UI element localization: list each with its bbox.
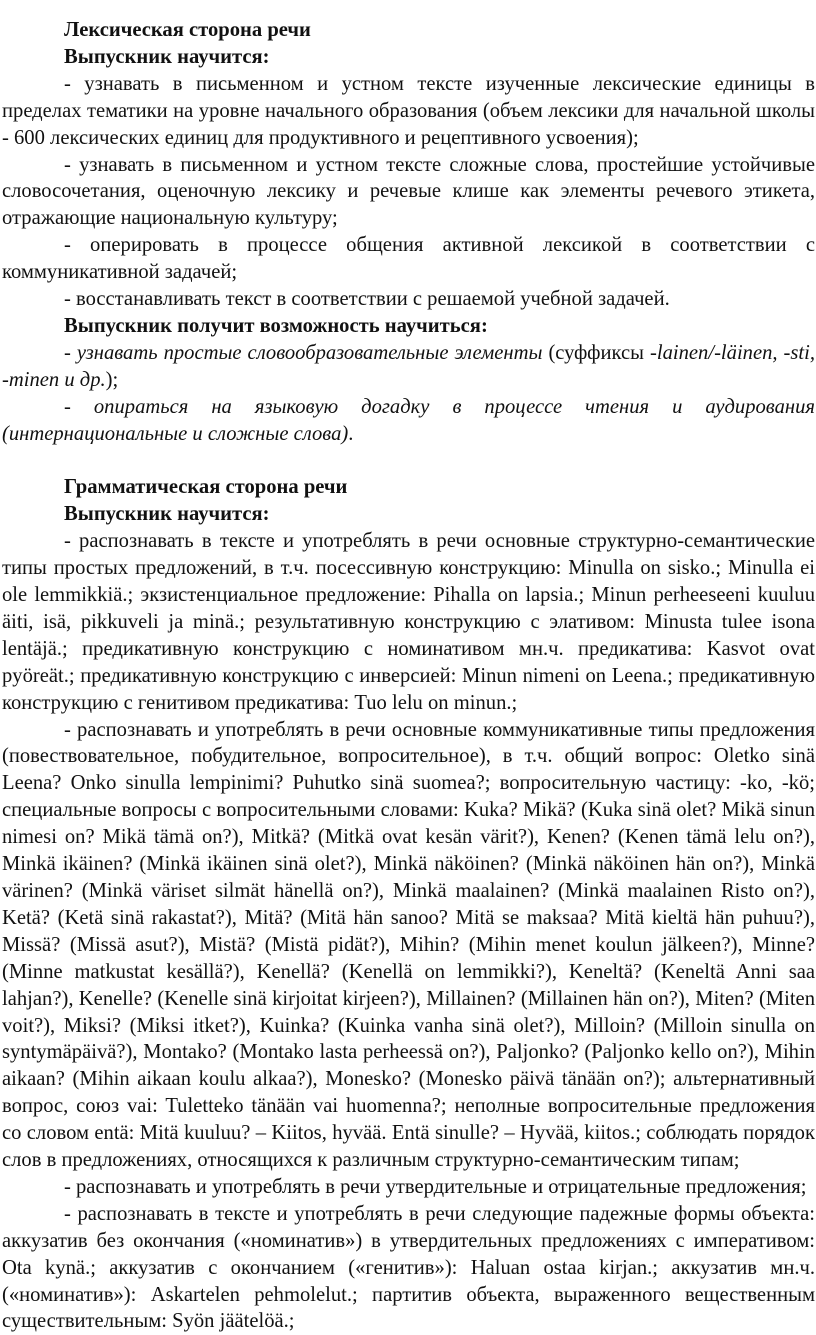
section-heading-lexis: Лексическая сторона речи xyxy=(64,19,311,41)
opportunity-2-text: - опираться на языковую догадку в процессе чтения и аудирования (интернациональные и сложные слова) xyxy=(2,395,815,445)
grammar-item-4: - распознавать в тексте и употреблять в речи следующие падежные формы объекта: аккузатив без окончания («номинатив») в утвердительных предложениях с императивом: Ota kynä.; аккузатив с окончанием («генитив»): Haluan ostaa kirjan.; аккузатив мн.ч. («номинатив»): Askartelen pehmolelut.; партитив объекта, выраженного вещественным существительным: Syön jäätelöä.; xyxy=(2,1202,815,1333)
learns-heading-grammar: Выпускник научится: xyxy=(64,503,270,526)
opportunity-1-close: ); xyxy=(105,368,119,391)
opportunity-1-suffixes: -lainen/-läinen, -sti, -minen и др. xyxy=(2,341,815,391)
lexis-item-1: - узнавать в письменном и устном тексте изученные лексические единицы в пределах тематики на уровне начального образования (объем лексики для начальной школы - 600 лексических единиц для продуктивного и рецептивного усвоения); xyxy=(2,72,815,149)
lexis-item-3: - оперировать в процессе общения активной лексикой в соответствии с коммуникативной задачей; xyxy=(2,234,815,284)
lexis-opportunity-1 xyxy=(2,340,815,394)
section-heading-grammar: Грамматическая сторона речи xyxy=(64,476,348,499)
lexis-item-2: - узнавать в письменном и устном тексте сложные слова, простейшие устойчивые словосочетания, оценочную лексику и речевые клише как элементы речевого этикета, отражающие национальную культуру; xyxy=(2,153,815,230)
opportunity-1-italic: - узнавать простые словообразовательные элементы xyxy=(64,341,543,364)
opportunity-2-end: . xyxy=(348,422,354,445)
learns-heading-lexis: Выпускник научится: xyxy=(64,45,270,68)
opportunity-heading-lexis: Выпускник получит возможность научиться: xyxy=(64,314,488,337)
grammar-item-3: - распознавать и употреблять в речи утвердительные и отрицательные предложения; xyxy=(64,1175,807,1198)
lexis-opportunity-2 xyxy=(2,394,815,448)
grammar-item-2: - распознавать и употреблять в речи основные коммуникативные типы предложения (повествовательное, побудительное, вопросительное), в т.ч. общий вопрос: Oletko sinä Leena? Onko sinulla lempinimi? Puhutko sinä suomea?; вопросительную частицу: -ko, -kö; специальные вопросы с вопросительными словами: Kuka? Mikä? (Kuka sinä olet? Mikä sinun nimesi on? Mikä tämä on?), Mitkä? (Mitkä ovat kesän värit?), Kenen? (Kenen tämä lelu on?), Minkä ikäinen? (Minkä ikäinen sinä olet?), Minkä näköinen? (Minkä näköinen hän on?), Minkä värinen? (Minkä väriset silmät hänellä on?), Minkä maalainen? (Minkä maalainen Risto on?), Ketä? (Ketä sinä rakastat?), Mitä? (Mitä hän sanoo? Mitä se maksaa? Mitä kieltä hän puhuu?), Missä? (Missä asut?), Mistä? (Mistä pidät?), Mihin? (Mihin menet koulun jälkeen?), Minne? (Minne matkustat kesällä?), Kenellä? (Kenellä on lemmikki?), Keneltä? (Keneltä Anni saa lahjan?), Kenelle? (Kenelle sinä kirjoitat kirjeen?), Millainen? (Millainen hän on?), Miten? (Miten voit?), Miksi? (Miksi itket?), Kuinka? (Kuinka vanha sinä olet?), Milloin? (Milloin sinulla on syntymäpäivä?), Montako? (Montako lasta perheessä on?), Paljonko? (Paljonko kello on?), Mihin aikaan? (Mihin aikaan koulu alkaa?), Monesko? (Monesko päivä tänään on?); альтернативный вопрос, союз vai: Tuletteko tänään vai huomenna?; неполные вопросительные предложения со словом entä: Mitä kuuluu? – Kiitos, hyvää. Entä sinulle? – Hyvää, kiitos.; соблюдать порядок слов в предложениях, относящихся к различным структурно-семантическим типам; xyxy=(2,718,815,1172)
opportunity-1-open: (суффиксы xyxy=(542,341,651,364)
section-gap xyxy=(2,448,815,475)
grammar-item-1: - распознавать в тексте и употреблять в речи основные структурно-семантические типы простых предложений, в т.ч. посессивную конструкцию: Minulla on sisko.; Minulla ei ole lemmikkiä.; экзистенциальное предложение: Pihalla on lapsia.; Minun perheeseeni kuuluu äiti, isä, pikkuveli ja minä.; результативную конструкцию с элативом: Minusta tulee isona lentäjä.; предикативную конструкцию с номинативом мн.ч. предикатива: Kasvot ovat pyöreät.; предикативную конструкцию с инверсией: Minun nimeni on Leena.; предикативную конструкцию с генитивом предикатива: Tuo lelu on minun.; xyxy=(2,530,815,714)
lexis-item-4: - восстанавливать текст в соответствии с решаемой учебной задачей. xyxy=(64,288,670,311)
